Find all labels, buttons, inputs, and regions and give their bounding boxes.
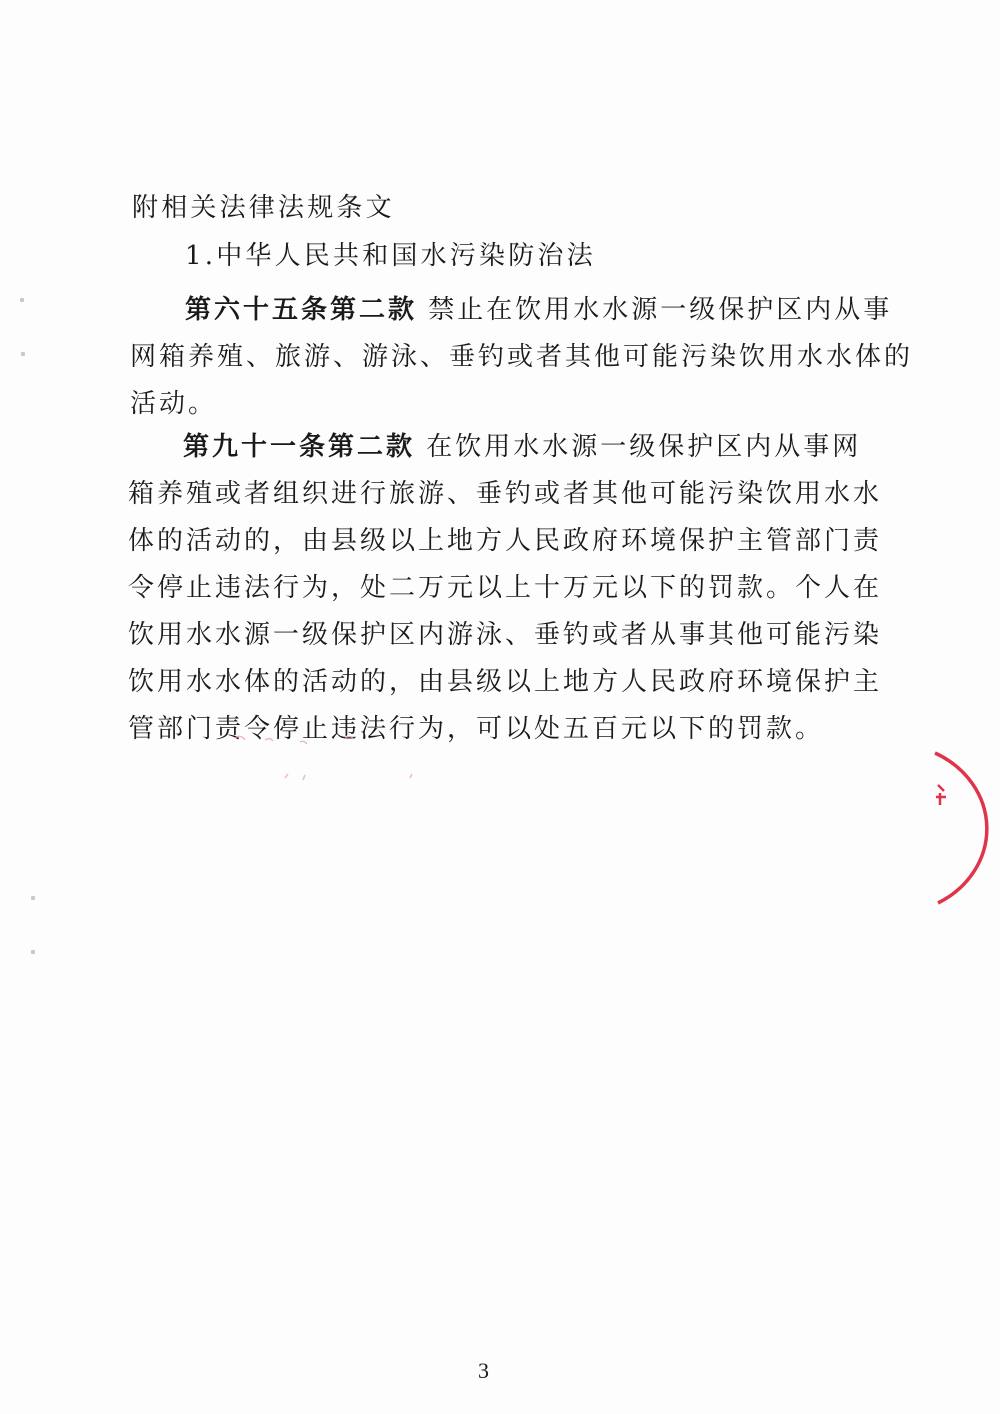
article-91-line-3: 体的活动的，由县级以上地方人民政府环境保护主管部门责 xyxy=(128,526,883,556)
article-65-line-3: 活动。 xyxy=(130,389,218,419)
article-65-line-1 xyxy=(130,287,893,334)
attachment-heading: 附相关法律法规条文 xyxy=(132,193,395,223)
article-91-line-1 xyxy=(128,424,862,471)
article-91-line-4: 令停止违法行为，处二万元以上十万元以下的罚款。个人在 xyxy=(128,573,883,603)
article-91-line-5: 饮用水水源一级保护区内游泳、垂钓或者从事其他可能污染 xyxy=(128,620,883,650)
article-91-line-2: 箱养殖或者组织进行旅游、垂钓或者其他可能污染饮用水水 xyxy=(128,479,883,509)
article-65-label: 第六十五条第二款 xyxy=(185,295,418,325)
article-91-text: 在饮用水水源一级保护区内从事网 xyxy=(426,432,862,462)
faint-stamp-residue xyxy=(225,720,435,790)
article-91-line-7: 管部门责令停止违法行为，可以处五百元以下的罚款。 xyxy=(128,714,825,744)
scan-mark xyxy=(20,298,24,302)
article-65-line-2: 网箱养殖、旅游、游泳、垂钓或者其他可能污染饮用水水体的 xyxy=(130,342,914,372)
article-91-line-6: 饮用水水体的活动的，由县级以上地方人民政府环境保护主 xyxy=(128,667,883,697)
scan-mark xyxy=(21,352,25,356)
article-65-text: 禁止在饮用水水源一级保护区内从事 xyxy=(428,295,893,325)
article-91-paragraph xyxy=(128,424,883,753)
article-91-label: 第九十一条第二款 xyxy=(183,432,416,462)
article-65-paragraph xyxy=(130,287,914,428)
law-title: 1.中华人民共和国水污染防治法 xyxy=(185,241,596,271)
page-number: 3 xyxy=(478,1358,489,1383)
scan-mark xyxy=(31,950,35,954)
red-seal xyxy=(880,745,1000,915)
scan-mark xyxy=(31,896,35,900)
